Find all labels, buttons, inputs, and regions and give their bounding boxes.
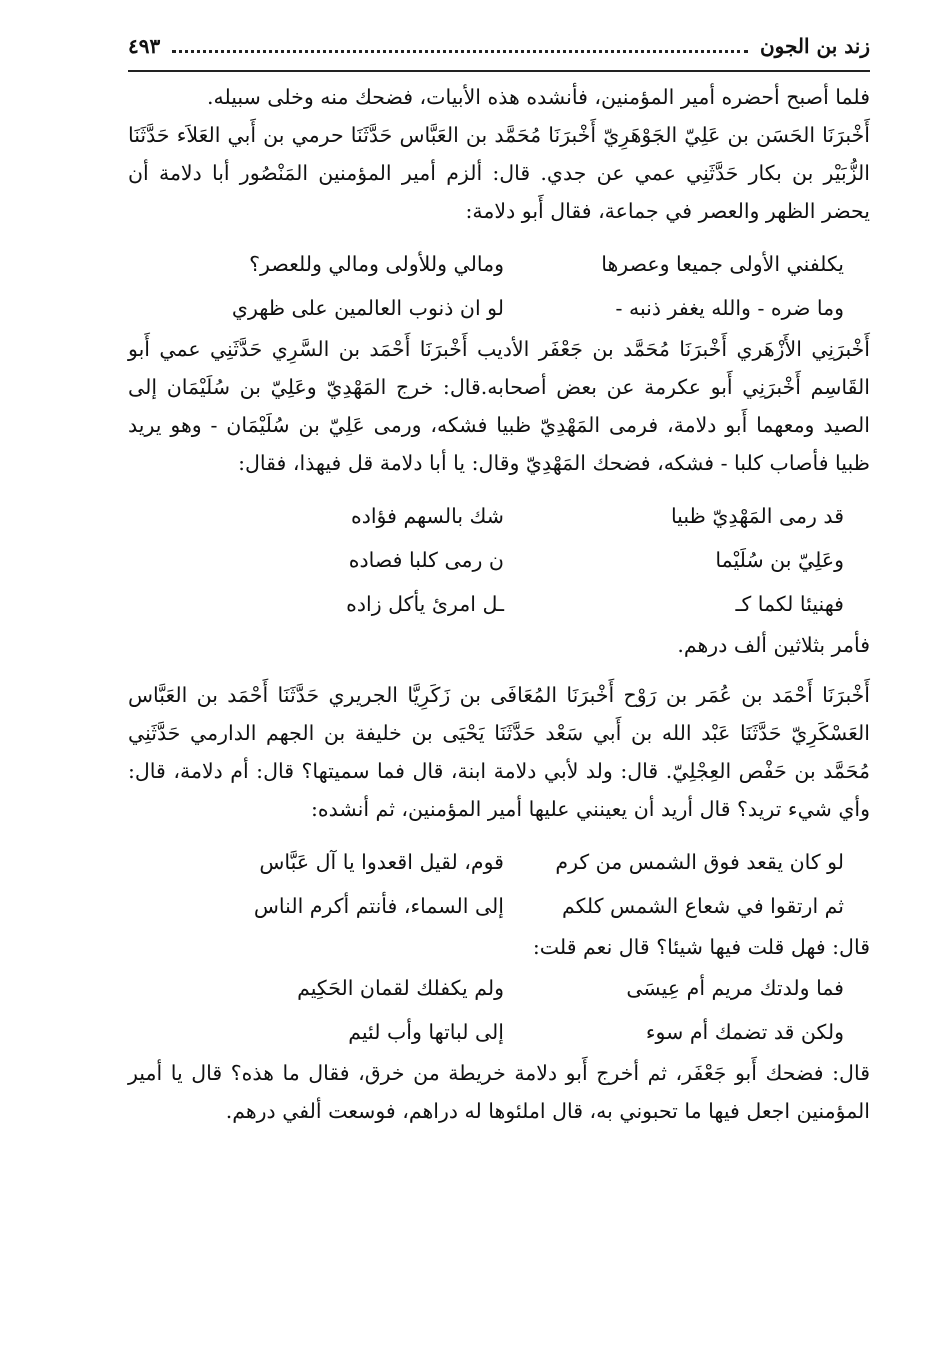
verse-first-hemistich: قد رمى المَهْدِيّ ظبيا	[670, 504, 844, 528]
book-page	[128, 34, 870, 1130]
verse-line	[128, 966, 870, 1010]
verse-line	[128, 582, 870, 626]
running-header	[128, 34, 870, 72]
verse-second-hemistich: ولم يكفلك لقمان الحَكِيم	[297, 976, 504, 1000]
verse-second-hemistich: إلى لباتها وأب لئيم	[348, 1020, 504, 1044]
verse-first-hemistich: يكلفني الأولى جميعا وعصرها	[601, 252, 844, 276]
verse-first-hemistich: فهنيئا لكما كـ	[735, 592, 844, 616]
verse-line	[128, 242, 870, 286]
page-number: ٤٩٣	[128, 34, 161, 58]
verse-first-hemistich: وما ضره - والله يغفر ذنبه -	[615, 296, 844, 320]
verse-first-hemistich: ثم ارتقوا في شعاع الشمس كلكم	[561, 894, 844, 918]
verse-line	[128, 884, 870, 928]
verse-first-hemistich: فما ولدتك مريم أم عِيسَى	[626, 976, 844, 1000]
verse-first-hemistich: ولكن قد تضمك أم سوء	[645, 1020, 844, 1044]
verse-second-hemistich: ن رمى كلبا فصاده	[348, 548, 504, 572]
paragraph-5: أَخْبرَنَا أَحْمَد بن عُمَر بن رَوْح أَخْبرَنَا المُعَافَى بن زَكَرِيَّا الجريري حَدَّثَنَا أَحْمَد بن العَبَّاس العَسْكَرِيّ حَدَّثَنَا عَبْد الله بن أَبي سَعْد حَدَّثَنَا يَحْيَى بن خليفة بن الجهم الدارمي حَدَّثَنِي مُحَمَّد بن حَفْص العِجْلِيّ. قال: ولد لأبي دلامة ابنة، قال فما سميتها؟ قال: أم دلامة، قال: وأي شيء تريد؟ قال أريد أن يعينني عليها أمير المؤمنين، ثم أنشده:	[128, 683, 870, 821]
verse-first-hemistich: وعَلِيّ بن سُلَيْما	[715, 548, 844, 572]
header-dotted-leader	[172, 36, 748, 53]
verse-line	[128, 538, 870, 582]
paragraph-7: قال: فضحك أَبو جَعْفَر، ثم أخرج أَبو دلامة خريطة من خرق، فقال ما هذه؟ قال يا أمير المؤمنين اجعل فيها ما تحبوني به، قال املئوها له دراهم، فوسعت ألفي درهم.	[128, 1061, 870, 1123]
verse-line	[128, 840, 870, 884]
paragraph-4: فأمر بثلاثين ألف درهم.	[677, 633, 870, 657]
verse-first-hemistich: لو كان يقعد فوق الشمس من كرم	[555, 850, 844, 874]
verse-second-hemistich: لو ان ذنوب العالمين على ظهري	[231, 296, 504, 320]
verse-second-hemistich: ـل امرئ يأكل زاده	[346, 592, 504, 616]
paragraph-2: أَخْبرَنَا الحَسَن بن عَلِيّ الجَوْهَرِيّ أَخْبرَنَا مُحَمَّد بن العَبَّاس حَدَّثَنَا حرمي بن أَبي العَلاَء حَدَّثَنَا الزُّبَيْر بن بكار حَدَّثَنِي عمي عن جدي. قال: ألزم أمير المؤمنين المَنْصُور أبا دلامة أن يحضر الظهر والعصر في جماعة، فقال أَبو دلامة:	[128, 123, 870, 223]
verse-second-hemistich: قوم، لقيل اقعدوا يا آل عَبَّاس	[259, 850, 504, 874]
verse-second-hemistich: ومالي وللأولى ومالي وللعصر؟	[249, 252, 504, 276]
paragraph-1: فلما أصبح أحضره أمير المؤمنين، فأنشده هذه الأبيات، فضحك منه وخلى سبيله.	[206, 85, 870, 109]
verse-line	[128, 286, 870, 330]
header-title: زند بن الجون	[759, 34, 870, 58]
verse-second-hemistich: شك بالسهم فؤاده	[350, 504, 504, 528]
paragraph-3: أَخْبرَنِي الأَزْهَري أَخْبرَنَا مُحَمَّد بن جَعْفَر الأديب أَخْبرَنَا أَحْمَد بن السَّرِي حَدَّثَنِي عمي أَبو القَاسِم أَخْبرَنِي أَبو عكرمة عن بعض أصحابه.قال: خرج المَهْدِيّ وعَلِيّ بن سُلَيْمَان إلى الصيد ومعهما أَبو دلامة، فرمى المَهْدِيّ ظبيا فشكه، ورمى عَلِيّ بن سُلَيْمَان - وهو يريد ظبيا فأصاب كلبا - فشكه، فضحك المَهْدِيّ وقال: يا أبا دلامة قل فيهذا، فقال:	[128, 337, 870, 475]
paragraph-6: قال: فهل قلت فيها شيئا؟ قال نعم قلت:	[532, 935, 870, 959]
verse-line	[128, 1010, 870, 1054]
verse-second-hemistich: إلى السماء، فأنتم أكرم الناس	[253, 894, 504, 918]
verse-line	[128, 494, 870, 538]
